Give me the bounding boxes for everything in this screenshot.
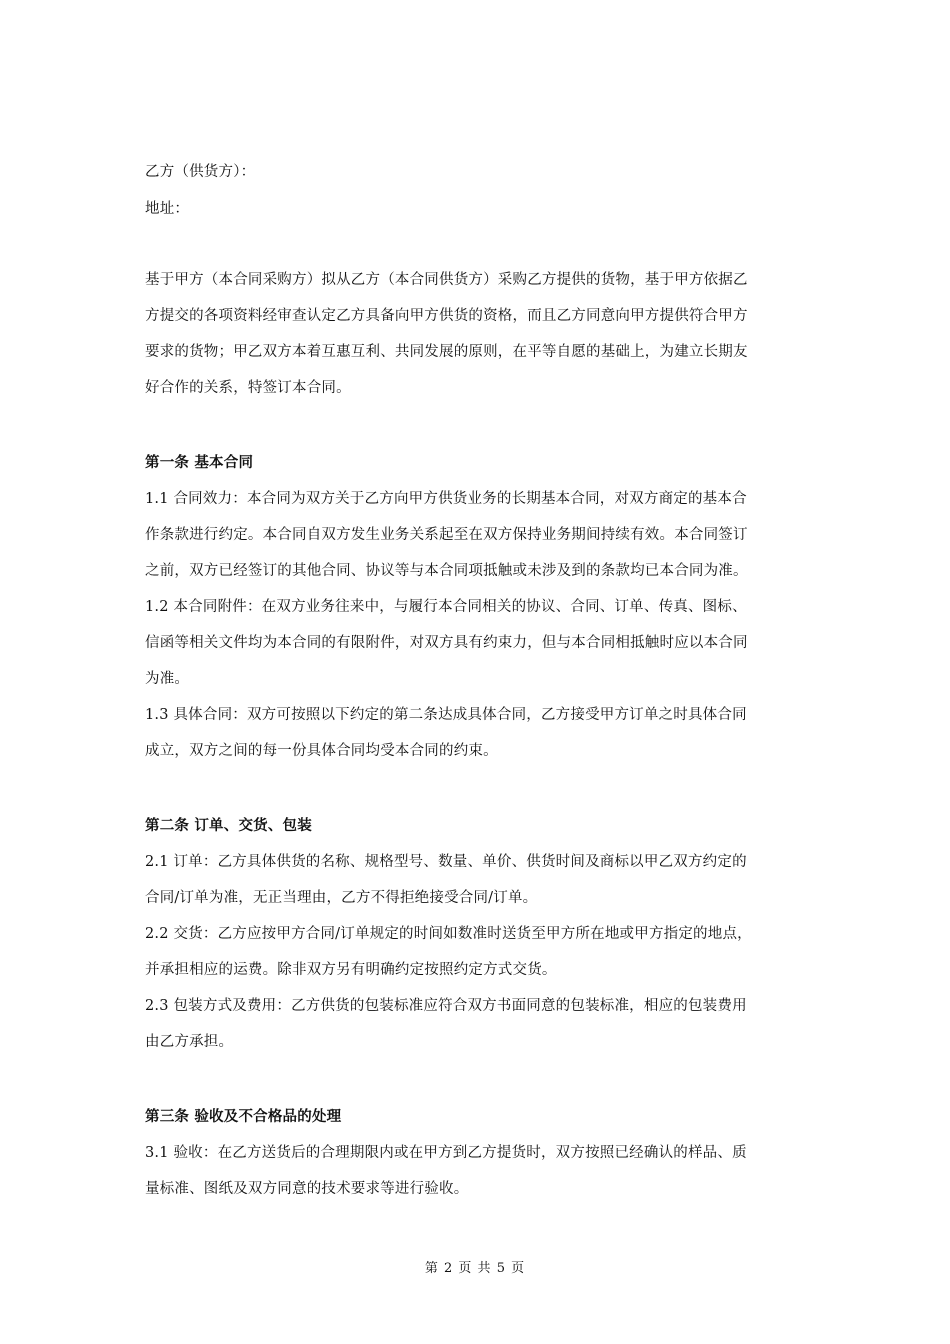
page-number-footer: 第 2 页 共 5 页 [424, 1261, 526, 1276]
article2-line: 2.3 包装方式及费用：乙方供货的包装标准应符合双方书面同意的包装标准，相应的包装费用 [145, 998, 747, 1014]
preamble-line: 基于甲方（本合同采购方）拟从乙方（本合同供货方）采购乙方提供的货物，基于甲方依据乙 [145, 272, 748, 288]
article1-line: 1.1 合同效力：本合同为双方关于乙方向甲方供货业务的长期基本合同，对双方商定的基本合 [145, 491, 747, 507]
article1-line: 为准。 [145, 671, 190, 687]
preamble-line: 方提交的各项资料经审查认定乙方具备向甲方供货的资格，而且乙方同意向甲方提供符合甲方 [145, 308, 748, 324]
preamble-line: 好合作的关系，特签订本合同。 [145, 380, 351, 396]
party-b-label: 乙方（供货方）： [145, 164, 256, 180]
article2-line: 由乙方承担。 [145, 1034, 234, 1050]
preamble-line: 要求的货物；甲乙双方本着互惠互利、共同发展的原则，在平等自愿的基础上，为建立长期友 [145, 344, 748, 360]
article2-title: 第二条 订单、交货、包装 [145, 818, 312, 834]
article3-title: 第三条 验收及不合格品的处理 [145, 1109, 342, 1125]
article2-line: 2.2 交货：乙方应按甲方合同/订单规定的时间如数准时送货至甲方所在地或甲方指定的地点， [145, 926, 752, 942]
article3-line: 3.1 验收：在乙方送货后的合理期限内或在甲方到乙方提货时，双方按照已经确认的样品、质 [145, 1145, 747, 1161]
article1-line: 作条款进行约定。本合同自双方发生业务关系起至在双方保持业务期间持续有效。本合同签订 [145, 527, 748, 543]
article2-line: 合同/订单为准，无正当理由，乙方不得拒绝接受合同/订单。 [145, 890, 538, 906]
party-b-address-label: 地址： [145, 201, 190, 217]
article2-line: 并承担相应的运费。除非双方另有明确约定按照约定方式交货。 [145, 962, 557, 978]
article2-line: 2.1 订单：乙方具体供货的名称、规格型号、数量、单价、供货时间及商标以甲乙双方约定的 [145, 854, 747, 870]
article1-line: 1.3 具体合同：双方可按照以下约定的第二条达成具体合同，乙方接受甲方订单之时具体合同 [145, 707, 747, 723]
article1-line: 1.2 本合同附件：在双方业务往来中，与履行本合同相关的协议、合同、订单、传真、图标、 [145, 599, 747, 615]
article1-line: 之前，双方已经签订的其他合同、协议等与本合同项抵触或未涉及到的条款均已本合同为准。 [145, 563, 748, 579]
article3-line: 量标准、图纸及双方同意的技术要求等进行验收。 [145, 1181, 469, 1197]
article1-line: 成立，双方之间的每一份具体合同均受本合同的约束。 [145, 743, 498, 759]
article1-title: 第一条 基本合同 [145, 455, 254, 471]
article1-line: 信函等相关文件均为本合同的有限附件，对双方具有约束力，但与本合同相抵触时应以本合同 [145, 635, 748, 651]
